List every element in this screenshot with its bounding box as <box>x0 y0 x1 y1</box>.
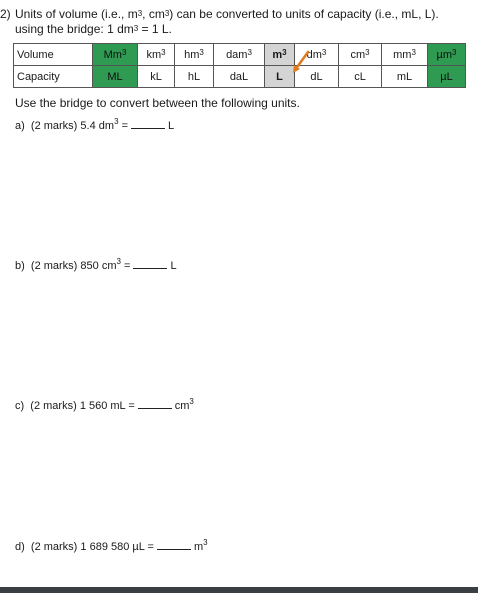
superscript: 3 <box>116 257 121 266</box>
unit-cell: ML <box>93 66 138 88</box>
superscript: 3 <box>164 9 170 18</box>
superscript: 3 <box>365 47 370 57</box>
unit-cell <box>382 44 428 66</box>
unit-text: Mm <box>103 48 122 61</box>
unit-cell: dL <box>295 66 339 88</box>
superscript: 3 <box>247 47 252 57</box>
unit-cell: daL <box>214 66 265 88</box>
unit-cell <box>175 44 214 66</box>
intro-line-2 <box>15 22 172 37</box>
unit-text: km <box>146 48 162 61</box>
unit-conversion-table <box>13 43 466 88</box>
superscript: 3 <box>189 397 194 406</box>
superscript: 3 <box>282 47 287 57</box>
unit-text: mm <box>393 48 412 61</box>
question-c <box>15 398 194 412</box>
intro-text: = 1 L. <box>138 22 172 36</box>
superscript: 3 <box>161 47 166 57</box>
intro-line-1 <box>15 7 439 22</box>
superscript: 3 <box>137 9 143 18</box>
question-marks: (2 marks) <box>30 260 78 272</box>
unit-text: dam <box>226 48 248 61</box>
intro-text: , cm <box>142 7 165 21</box>
volume-row <box>14 44 466 66</box>
question-marks: (2 marks) <box>30 120 78 132</box>
instructions: Use the bridge to convert between the following units. <box>15 96 300 110</box>
unit-cell-bridge <box>265 44 295 66</box>
unit-cell: hL <box>175 66 214 88</box>
superscript: 3 <box>203 538 208 547</box>
answer-unit: cm <box>174 400 190 412</box>
unit-cell <box>214 44 265 66</box>
question-prompt: = <box>118 120 128 132</box>
answer-blank[interactable] <box>157 539 191 550</box>
answer-unit: L <box>168 120 175 132</box>
capacity-label: Capacity <box>14 66 93 88</box>
question-prompt: 1 560 mL = <box>79 400 135 412</box>
question-marks: (2 marks) <box>30 541 78 553</box>
superscript: 3 <box>114 117 119 126</box>
bridge-arrow-icon <box>291 48 311 76</box>
unit-cell <box>93 44 138 66</box>
bottom-bar <box>0 587 478 593</box>
superscript: 3 <box>121 47 127 57</box>
unit-cell <box>138 44 175 66</box>
superscript: 3 <box>133 24 139 33</box>
unit-text: cm <box>350 48 366 61</box>
question-d <box>15 539 208 553</box>
question-prompt: 5.4 dm <box>80 120 115 132</box>
question-prompt: = <box>120 260 131 272</box>
intro-text: Units of volume (i.e., m <box>15 7 138 21</box>
unit-text: µm <box>436 48 453 61</box>
unit-cell: cL <box>339 66 382 88</box>
question-label: a) <box>15 120 25 132</box>
answer-blank[interactable] <box>131 118 165 129</box>
unit-cell: µL <box>428 66 466 88</box>
answer-blank[interactable] <box>138 398 172 409</box>
question-number: 2) <box>0 7 11 21</box>
answer-blank[interactable] <box>133 258 167 269</box>
question-prompt: 1 689 580 µL = <box>80 541 154 553</box>
unit-text: hm <box>184 48 200 61</box>
question-prompt: 850 cm <box>80 260 117 272</box>
unit-cell: mL <box>382 66 428 88</box>
unit-cell-bridge: L <box>265 66 295 88</box>
answer-unit: m <box>193 541 204 553</box>
intro-text: ) can be converted to units of capacity (i.e., mL, L). <box>169 7 439 21</box>
unit-cell <box>339 44 382 66</box>
superscript: 3 <box>452 47 457 57</box>
unit-text: m <box>272 48 283 61</box>
question-label: d) <box>15 541 25 553</box>
superscript: 3 <box>321 47 327 57</box>
capacity-row <box>14 66 466 88</box>
question-marks: (2 marks) <box>30 400 77 412</box>
unit-text: dm <box>306 48 322 61</box>
question-label: b) <box>15 260 25 272</box>
superscript: 3 <box>199 47 204 57</box>
question-label: c) <box>15 400 25 412</box>
question-b <box>15 258 177 272</box>
unit-cell <box>428 44 466 66</box>
answer-unit: L <box>170 260 177 272</box>
unit-cell: kL <box>138 66 175 88</box>
volume-label: Volume <box>14 44 93 66</box>
superscript: 3 <box>411 47 416 57</box>
question-a <box>15 118 174 132</box>
intro-text: using the bridge: 1 dm <box>15 22 134 36</box>
